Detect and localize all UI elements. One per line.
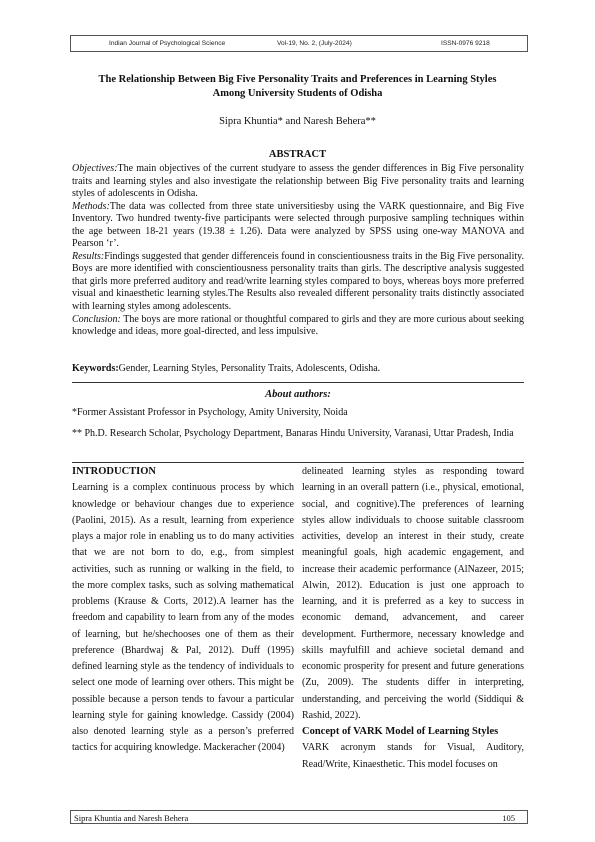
introduction-continued-text: delineated learning styles as responding toward learning in an overall pattern (i.e., physical, emotional, social, and cognitive).The preferences of learning styles allow individuals to choose suitable classroom activities, develop an interest in their study, create meaningful goals, high academic engagement, and increase their academic performance (AlNazeer, 2015; Alwin, 2012). Education is just one approach to learning, and it is preferred as a key to success in economic demand, advancement, and career development. Furthermore, necessary knowledge and skills mayfulfill and achieve societal demand and economic prosperity for present and future generations (Zu, 2009). The students differ in interpreting, understanding, and perceiving the world (Siddiqui & Rashid, 2022). xyxy=(302,466,524,721)
objectives-label: Objectives: xyxy=(72,163,118,174)
introduction-heading: INTRODUCTION xyxy=(72,466,157,477)
abstract-objectives xyxy=(72,163,524,201)
conclusion-text: The boys are more rational or thoughtful compared to girls and they are more curious about seeking knowledge and ideas, more goal-directed, and less impulsive. xyxy=(72,313,524,338)
objectives-text: The main objectives of the current studyare to assess the gender differences in Big Five personality traits and learning styles and also investigate the relationship between Big Five personality traits and learning styles of adolescents in Odisha. xyxy=(72,163,524,200)
methods-text: The data was collected from three state universitiesby using the VARK questionnaire, and Big Five Inventory. Two hundred twenty-five participants were selected through purposive sampling techniques within the age between 18-21 years (19.38 ± 1.26). Data were analyzed by SPSS using one-way MANOVA and Pearson ‘r’. xyxy=(72,200,524,250)
footer-authors: Sipra Khuntia and Naresh Behera xyxy=(74,812,189,823)
introduction-text: Learning is a complex continuous process by which knowledge or behaviour changes due to experience (Paolini, 2015). As a result, learning from experience plays a major role in enabling us to do many activities that we are not born to do, e.g., from simplest activities, such as running or walking in the field, to the more complex tasks, such as solving mathematical problems (Krause & Corts, 2012).A learner has the freedom and capability to learn from any of the modes of learning, but he/shechooses one of them as their preference (Bhardwaj & Pal, 2012). Duff (1995) defined learning style as the tendency of individuals to select one mode of learning over others. This might be possible because a person tends to favour a particular learning style for gaining knowledge. Cassidy (2004) also denoted learning style as a person’s preferred tactics for acquiring knowledge. Mackeracher (2004) xyxy=(72,482,294,754)
journal-issn: ISSN-0976 9218 xyxy=(441,39,490,47)
page-number: 105 xyxy=(502,812,515,823)
body-column-left xyxy=(72,464,294,757)
title-line-1: The Relationship Between Big Five Personality Traits and Preferences in Learning Styles xyxy=(98,74,497,85)
journal-name: Indian Journal of Psychological Science xyxy=(109,39,226,47)
author-affiliation-2: ** Ph.D. Research Scholar, Psychology Department, Banaras Hindu University, Varanasi, Uttar Pradesh, India xyxy=(72,428,514,439)
results-text: Findings suggested that gender differenceis found in conscientiousness traits in the Big Five personality. Boys are more identified with conscientiousness personality traits than girls. The descriptive analysis suggested that girls more preferred auditory and read/write learning styles compared to boys, whereas boys more preferred visual and kinaesthetic learning styles.The Results also revealed different personality traits distinctly associated with learning styles among adolescents. xyxy=(72,250,524,313)
results-label: Results: xyxy=(72,250,105,262)
abstract-results xyxy=(72,251,524,314)
body-column-right xyxy=(302,464,524,773)
running-header xyxy=(70,35,528,52)
vark-heading: Concept of VARK Model of Learning Styles xyxy=(302,726,499,737)
keywords xyxy=(72,363,524,376)
abstract-conclusion xyxy=(72,314,524,339)
journal-volume: Vol-19, No. 2, (July-2024) xyxy=(277,39,352,47)
author-affiliation-1: *Former Assistant Professor in Psychology, Amity University, Noida xyxy=(72,407,348,418)
abstract-heading: ABSTRACT xyxy=(268,149,327,160)
running-footer xyxy=(70,810,528,824)
methods-label: Methods: xyxy=(72,200,110,212)
abstract-methods xyxy=(72,201,524,251)
about-authors-heading: About authors: xyxy=(265,389,331,400)
keywords-label: Keywords: xyxy=(72,363,119,374)
conclusion-label: Conclusion: xyxy=(72,313,121,325)
abstract-body xyxy=(72,163,524,339)
divider-bottom xyxy=(72,462,524,463)
title-line-2: Among University Students of Odisha xyxy=(212,88,383,99)
paper-title xyxy=(72,73,523,101)
keywords-text: Gender, Learning Styles, Personality Traits, Adolescents, Odisha. xyxy=(118,363,381,374)
divider-top xyxy=(72,382,524,383)
vark-text: VARK acronym stands for Visual, Auditory, Read/Write, Kinaesthetic. This model focuses on xyxy=(302,742,524,770)
author-list: Sipra Khuntia* and Naresh Behera** xyxy=(219,116,376,127)
